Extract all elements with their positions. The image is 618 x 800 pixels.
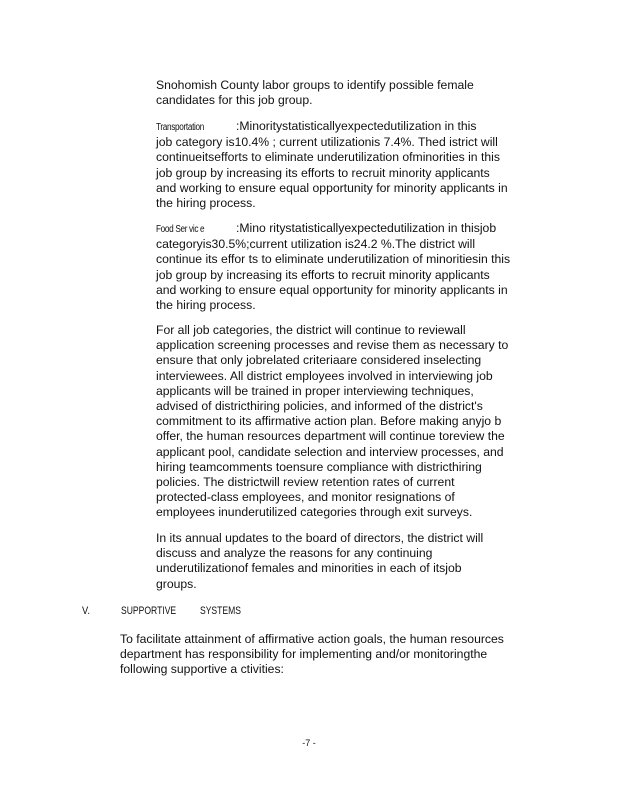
paragraph-transportation <box>156 119 538 211</box>
text-line: To facilitate attainment of affirmative action goals, the human resources <box>120 632 504 646</box>
food-service-first-line: :Mino ritystatisticallyexpectedutilization in thisjob <box>236 221 497 235</box>
paragraph-labor-groups <box>156 78 538 108</box>
text-line: job category is10.4% ; current utilizationis 7.4%. Thed istrict will <box>156 135 498 150</box>
text-line: department has responsibility for implementing and/or monitoringthe <box>120 647 488 662</box>
text-line: offer, the human resources department will continue toreview the <box>156 429 505 444</box>
text-line: job group by increasing its efforts to recruit minority applicants <box>156 165 490 180</box>
paragraph-food-service <box>156 221 538 313</box>
section-number: V. <box>82 605 90 617</box>
transportation-heading: Transportation <box>156 122 204 133</box>
text-line: candidates for this job group. <box>156 93 313 108</box>
text-line: For all job categories, the district will continue to reviewall <box>156 323 466 337</box>
text-line <box>156 221 538 237</box>
text-line: the hiring process. <box>156 298 256 313</box>
text-line: the hiring process. <box>156 196 256 211</box>
transportation-first-line: :Minoritystatisticallyexpectedutilization in this <box>236 119 477 133</box>
text-line: applicants will be trained in proper interviewing techniques, <box>156 383 474 398</box>
text-line: interviewees. All district employees involved in interviewing job <box>156 368 493 383</box>
text-line: continueitsefforts to eliminate underutilization ofminorities in this <box>156 150 500 165</box>
text-line: and working to ensure equal opportunity for minority applicants in <box>156 180 508 195</box>
paragraph-all-job-categories <box>156 323 538 521</box>
section-title: SUPPORTIVE SYSTEMS <box>121 605 241 617</box>
text-line: underutilizationof females and minorities in each of itsjob <box>156 561 462 576</box>
text-line: continue its effor ts to eliminate underutilization of minoritiesin this <box>156 252 511 267</box>
text-line: discuss and analyze the reasons for any continuing <box>156 546 433 561</box>
paragraph-supportive-systems <box>120 632 540 678</box>
text-line: employees inunderutilized categories through exit surveys. <box>156 505 473 520</box>
text-line <box>156 119 538 135</box>
text-line: Snohomish County labor groups to identify possible female <box>156 78 474 92</box>
text-line: commitment to its affirmative action plan. Before making anyjo b <box>156 414 502 429</box>
text-line: following supportive a ctivities: <box>120 662 284 677</box>
text-line: In its annual updates to the board of directors, the district will <box>156 531 484 545</box>
text-line: applicant pool, candidate selection and interview processes, and <box>156 444 504 459</box>
text-line: policies. The districtwill review retention rates of current <box>156 475 455 490</box>
text-line: application screening processes and revise them as necessary to <box>156 338 509 353</box>
text-line: categoryis30.5%;current utilization is24.2 %.The district will <box>156 237 476 252</box>
text-line: job group by increasing its efforts to recruit minority applicants <box>156 267 490 282</box>
food-service-heading: Food Ser vic e <box>156 224 205 235</box>
text-line: hiring teamcomments toensure compliance with districthiring <box>156 459 482 474</box>
text-line: and working to ensure equal opportunity for minority applicants in <box>156 282 508 297</box>
text-line: protected-class employees, and monitor resignations of <box>156 490 455 505</box>
page-number: -7 - <box>302 738 316 748</box>
text-line: ensure that only jobrelated criteriaare considered inselecting <box>156 353 482 368</box>
paragraph-annual-updates <box>156 531 538 592</box>
text-line: groups. <box>156 576 197 591</box>
text-line: advised of districthiring policies, and informed of the district's <box>156 399 483 414</box>
